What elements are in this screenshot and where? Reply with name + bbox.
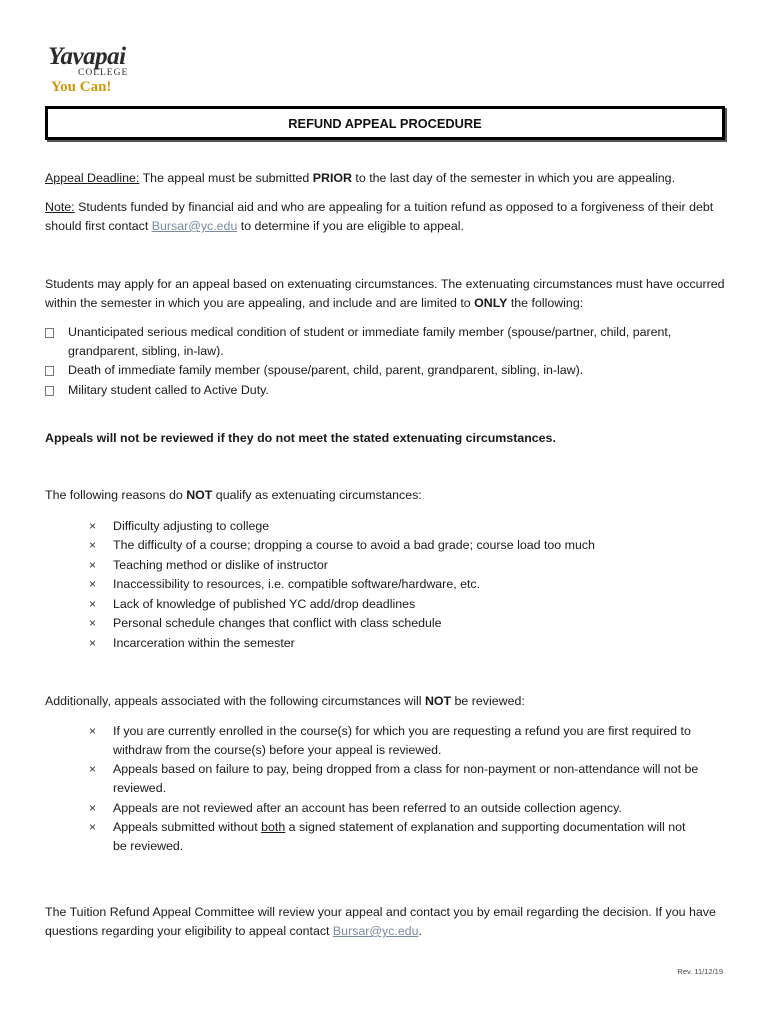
deadline-bold: PRIOR — [312, 171, 352, 185]
note-label: Note: — [45, 200, 75, 214]
not-qualify-item: Inaccessibility to resources, i.e. compatible software/hardware, etc. — [113, 577, 481, 591]
deadline-label: Appeal Deadline: — [45, 171, 140, 185]
not-qualify-item: Difficulty adjusting to college — [113, 519, 270, 533]
both-underlined: both — [261, 820, 286, 834]
cross-icon: × — [89, 801, 97, 815]
checkbox-icon — [45, 386, 54, 396]
closing-text: The Tuition Refund Appeal Committee will review your appeal and contact you by email regarding the decision. If you have questions regarding your eligibility to appeal contact — [45, 905, 716, 938]
not-qualify-text: The following reasons do — [45, 488, 187, 502]
note-paragraph — [45, 198, 725, 236]
not-reviewed-line: Appeals are not reviewed after an account has been referred to an outside collection agency. — [113, 801, 622, 815]
not-qualify-item: The difficulty of a course; dropping a course to avoid a bad grade; course load too much — [113, 538, 595, 552]
not-reviewed-line: reviewed. — [113, 781, 167, 795]
not-qualify-paragraph — [45, 486, 725, 505]
closing-paragraph — [45, 903, 725, 941]
checkbox-icon — [45, 328, 54, 338]
logo-name: Yavapai — [48, 43, 126, 70]
cross-icon: × — [89, 820, 97, 834]
not-reviewed-line: Appeals based on failure to pay, being dropped from a class for non-payment or non-attendance will not be — [113, 762, 699, 776]
note-text: Students funded by financial aid and who are appealing for a tuition refund as opposed to a forgiveness of their debt should first contact — [45, 200, 714, 233]
cross-icon: × — [89, 597, 97, 611]
note-text-end: to determine if you are eligible to appeal. — [237, 219, 464, 233]
yavapai-logo — [48, 43, 132, 100]
not-reviewed-line: withdraw from the course(s) before your appeal is reviewed. — [113, 743, 442, 757]
intro-text-end: the following: — [507, 296, 584, 310]
circumstance-line: Military student called to Active Duty. — [68, 383, 269, 397]
circumstance-item — [68, 381, 269, 400]
cross-icon: × — [89, 538, 97, 552]
title-box — [45, 106, 725, 140]
not-qualify-item: Teaching method or dislike of instructor — [113, 558, 328, 572]
additionally-text: Additionally, appeals associated with the following circumstances will — [45, 694, 425, 708]
cross-icon: × — [89, 636, 97, 650]
not-reviewed-item — [113, 799, 622, 818]
deadline-text: The appeal must be submitted — [139, 171, 313, 185]
not-reviewed-line: If you are currently enrolled in the course(s) for which you are requesting a refund you are first required to — [113, 724, 691, 738]
page-title: REFUND APPEAL PROCEDURE — [288, 115, 482, 131]
circumstance-line: grandparent, sibling, in-law). — [68, 344, 224, 358]
cross-icon: × — [89, 577, 97, 591]
intro-text: Students may apply for an appeal based on extenuating circumstances. The extenuating circumstances must have occurred within the semester in which you are appealing, and include and are limited to — [45, 277, 725, 310]
bursar-email-link[interactable]: Bursar@yc.edu — [332, 924, 419, 938]
not-reviewed-item — [113, 760, 698, 798]
deadline-text-end: to the last day of the semester in which you are appealing. — [351, 171, 676, 185]
circumstance-item — [68, 361, 583, 380]
circumstance-line: Death of immediate family member (spouse/parent, child, parent, grandparent, sibling, in-law). — [68, 363, 584, 377]
logo-college: COLLEGE — [78, 68, 129, 78]
additionally-paragraph — [45, 692, 725, 711]
cross-icon: × — [89, 558, 97, 572]
additionally-text-end: be reviewed: — [451, 694, 525, 708]
not-reviewed-text: Appeals submitted without — [113, 820, 262, 834]
not-reviewed-item — [113, 722, 691, 760]
logo-tagline: You Can! — [51, 79, 112, 95]
cross-icon: × — [89, 519, 97, 533]
not-reviewed-text-end: a signed statement of explanation and supporting documentation will not — [285, 820, 686, 834]
not-qualify-text-end: qualify as extenuating circumstances: — [212, 488, 422, 502]
warning-text: Appeals will not be reviewed if they do not meet the stated extenuating circumstances. — [45, 431, 556, 445]
deadline-paragraph — [45, 169, 725, 188]
circumstance-line: Unanticipated serious medical condition of student or immediate family member (spouse/partner, child, parent, — [68, 325, 672, 339]
not-reviewed-line — [113, 818, 685, 837]
intro-bold: ONLY — [474, 296, 508, 310]
intro-paragraph — [45, 275, 725, 313]
revision-date: Rev. 11/12/19 — [677, 967, 723, 976]
not-qualify-item: Lack of knowledge of published YC add/drop deadlines — [113, 597, 416, 611]
not-qualify-bold: NOT — [186, 488, 213, 502]
cross-icon: × — [89, 616, 97, 630]
not-reviewed-line: be reviewed. — [113, 839, 184, 853]
circumstance-item — [68, 323, 671, 361]
not-qualify-item: Personal schedule changes that conflict with class schedule — [113, 616, 442, 630]
cross-icon: × — [89, 762, 97, 776]
cross-icon: × — [89, 724, 97, 738]
not-qualify-item: Incarceration within the semester — [113, 636, 295, 650]
checkbox-icon — [45, 366, 54, 376]
not-reviewed-item — [113, 818, 685, 856]
bursar-email-link[interactable]: Bursar@yc.edu — [151, 219, 238, 233]
additionally-bold: NOT — [424, 694, 452, 708]
closing-text-end: . — [418, 924, 422, 938]
